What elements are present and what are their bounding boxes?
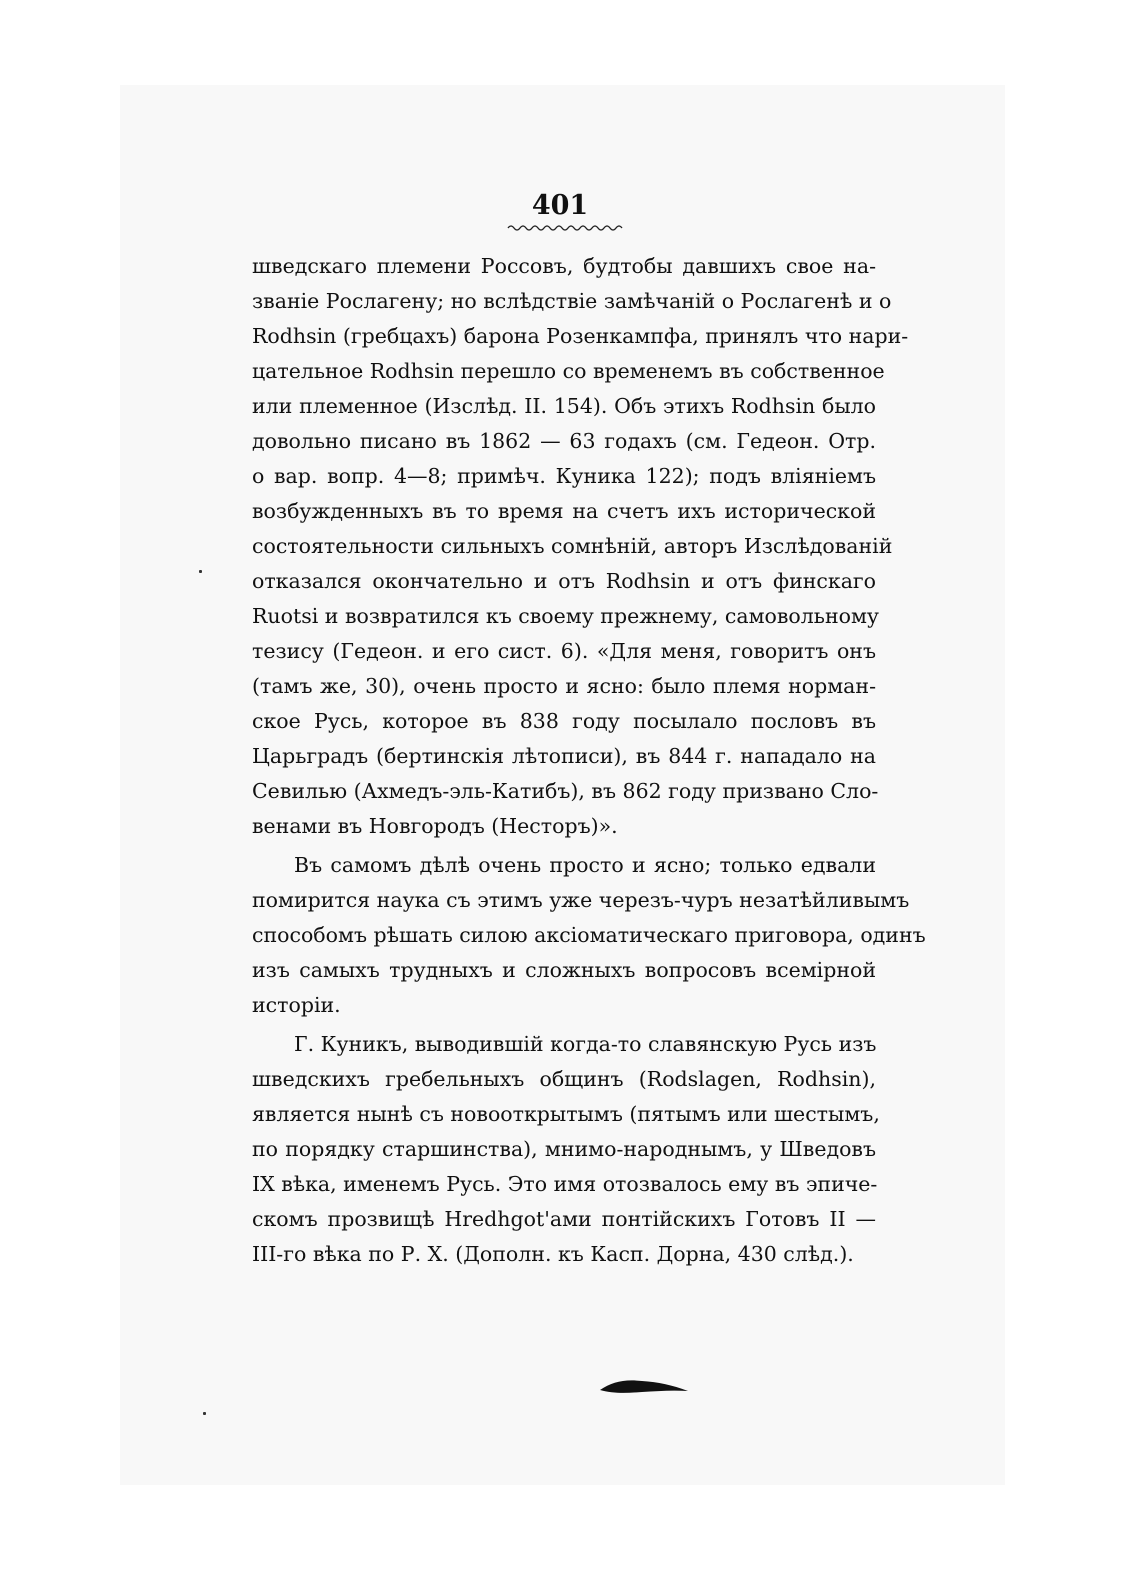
text-line: является нынѣ съ новооткрытымъ (пятымъ или шестымъ,	[252, 1102, 880, 1126]
text-line: изъ самыхъ трудныхъ и сложныхъ вопросовъ всемірной	[252, 958, 876, 982]
text-line: (тамъ же, 30), очень просто и ясно: было племя норман-	[252, 674, 876, 698]
text-line: шведскаго племени Россовъ, будтобы давшихъ свое на-	[252, 254, 876, 278]
text-line: венами въ Новгородъ (Несторъ)».	[252, 814, 618, 838]
text-line: III-го вѣка по Р. Х. (Дополн. къ Касп. Дорна, 430 слѣд.).	[252, 1242, 854, 1266]
text-line: Севилью (Ахмедъ-эль-Катибъ), въ 862 году призвано Сло-	[252, 779, 879, 803]
text-line: о вар. вопр. 4—8; примѣч. Куника 122); подъ вліяніемъ	[252, 464, 876, 488]
text-line: возбужденныхъ въ то время на счетъ ихъ исторической	[252, 499, 876, 523]
text-line: Ruotsi и возвратился къ своему прежнему, самовольному	[252, 604, 879, 628]
text-line: тезису (Гедеон. и его сист. 6). «Для меня, говоритъ онъ	[252, 639, 876, 663]
text-line: цательное Rodhsin перешло со временемъ въ собственное	[252, 359, 885, 383]
paragraph-1	[252, 249, 909, 844]
paragraph-2	[252, 848, 926, 1023]
paragraph-3	[252, 1027, 880, 1272]
scan-speck	[203, 1412, 206, 1415]
page-number-underline-ornament	[506, 223, 624, 233]
text-line: отказался окончательно и отъ Rodhsin и отъ финскаго	[252, 569, 876, 593]
text-line: состоятельности сильныхъ сомнѣній, авторъ Изслѣдованій	[252, 534, 893, 558]
text-line: званіе Рослагену; но вслѣдствіе замѣчаній о Рослагенѣ и о	[252, 289, 892, 313]
text-line: исторіи.	[252, 993, 341, 1017]
end-ornament	[598, 1378, 690, 1396]
text-line: шведскихъ гребельныхъ общинъ (Rodslagen, Rodhsin),	[252, 1067, 876, 1091]
text-line: ское Русь, которое въ 838 году посылало пословъ въ	[252, 709, 876, 733]
text-line: Царьградъ (бертинскія лѣтописи), въ 844 г. нападало на	[252, 744, 876, 768]
page-number: 401	[531, 190, 589, 221]
text-line: Rodhsin (гребцахъ) барона Розенкампфа, принялъ что нари-	[252, 324, 909, 348]
text-line: по порядку старшинства), мнимо-народнымъ, у Шведовъ	[252, 1137, 876, 1161]
text-line: Г. Куникъ, выводившій когда-то славянскую Русь изъ	[294, 1032, 877, 1056]
text-line: IX вѣка, именемъ Русь. Это имя отозвалось ему въ эпиче-	[252, 1172, 878, 1196]
text-line: помирится наука съ этимъ уже черезъ-чуръ незатѣйливымъ	[252, 888, 910, 912]
text-line: или племенное (Изслѣд. II. 154). Объ этихъ Rodhsin было	[252, 394, 876, 418]
text-line: скомъ прозвищѣ Hredhgot'ами понтійскихъ Готовъ II —	[252, 1207, 876, 1231]
text-line: Въ самомъ дѣлѣ очень просто и ясно; только едвали	[294, 853, 876, 877]
text-line: довольно писано въ 1862 — 63 годахъ (см. Гедеон. Отр.	[252, 429, 876, 453]
text-line: способомъ рѣшать силою аксіоматическаго приговора, одинъ	[252, 923, 926, 947]
body-text	[252, 249, 926, 1272]
scan-speck	[199, 570, 202, 573]
